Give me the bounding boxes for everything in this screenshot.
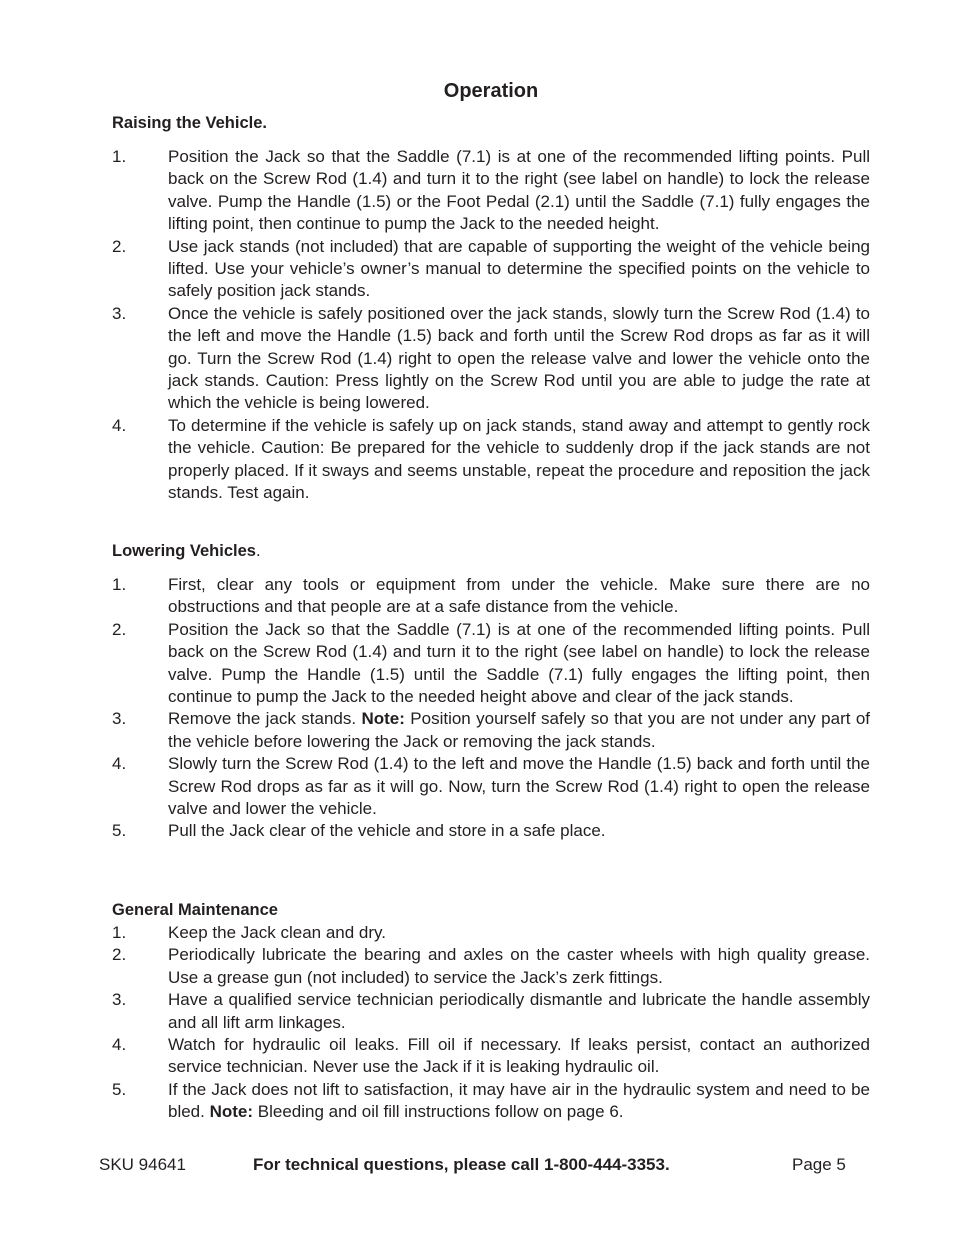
step-text: Have a qualified service technician periodically dismantle and lubricate the handle assembly and all lift arm linkages. <box>168 990 870 1032</box>
footer-page-number: Page 5 <box>792 1155 846 1174</box>
list-item <box>112 753 870 820</box>
list-item <box>112 989 870 1034</box>
raising-steps <box>112 146 870 505</box>
lowering-steps <box>112 574 870 843</box>
step-text-before: If the Jack does not lift to satisfaction, it may have air in the hydraulic system and need to be bled. <box>168 1079 870 1122</box>
note-label: Note: <box>209 1102 254 1122</box>
step-text: Keep the Jack clean and dry. <box>168 923 386 942</box>
list-item <box>112 944 870 989</box>
list-item <box>112 303 870 415</box>
maintenance-section <box>112 899 870 1124</box>
page-title: Operation <box>443 80 539 102</box>
step-text: Slowly turn the Screw Rod (1.4) to the left and move the Handle (1.5) back and forth until the Screw Rod drops as far as it will go. Now, turn the Screw Rod (1.4) right to open the release valve and lower the vehicle. <box>168 754 870 819</box>
list-item <box>112 922 870 944</box>
list-item <box>112 708 870 753</box>
step-number: 3. <box>112 990 127 1010</box>
lowering-heading-text: Lowering Vehicles <box>112 542 256 560</box>
list-item <box>112 574 870 619</box>
list-item <box>112 415 870 505</box>
maintenance-heading: General Maintenance <box>112 901 278 919</box>
step-number: 5. <box>112 821 127 841</box>
step-number: 1. <box>112 923 127 942</box>
step-number: 1. <box>112 575 127 594</box>
step-number: 4. <box>112 415 127 435</box>
footer-sku: SKU 94641 <box>99 1155 186 1174</box>
step-text: First, clear any tools or equipment from under the vehicle. Make sure there are no obstructions and that people are at a safe distance from the vehicle. <box>168 575 870 617</box>
list-item <box>112 619 870 709</box>
list-item <box>112 146 870 236</box>
step-number: 4. <box>112 1035 127 1055</box>
step-number: 1. <box>112 147 127 166</box>
step-text-after: Bleeding and oil fill instructions follow on page 6. <box>253 1102 624 1122</box>
list-item <box>112 1034 870 1079</box>
step-text: Use jack stands (not included) that are capable of supporting the weight of the vehicle being lifted. Use your vehicle’s owner’s manual to determine the specified points on the vehicle to safely position jack stands. <box>168 236 870 301</box>
raising-section <box>112 112 870 505</box>
step-text-before: Remove the jack stands. <box>168 709 362 729</box>
lowering-heading-period: . <box>255 542 261 560</box>
step-text: Once the vehicle is safely positioned over the jack stands, slowly turn the Screw Rod (1.4) to the left and move the Handle (1.5) back and forth until the Screw Rod drops as far as it will go. Turn the Screw Rod (1.4) right to open the release valve and lower the vehicle onto the jack stands. Caution: Press lightly on the Screw Rod until you are able to judge the rate at which the vehicle is being lowered. <box>168 303 870 413</box>
step-text: To determine if the vehicle is safely up on jack stands, stand away and attempt to gently rock the vehicle. Caution: Be prepared for the vehicle to suddenly drop if the jack stands are not properly placed. If it sways and seems unstable, repeat the procedure and reposition the jack stands. Test again. <box>168 415 870 503</box>
step-number: 3. <box>112 303 127 323</box>
raising-heading: Raising the Vehicle. <box>112 114 267 132</box>
footer-tech-support: For technical questions, please call 1-800-444-3353. <box>253 1155 670 1174</box>
step-number: 2. <box>112 945 127 965</box>
lowering-section <box>112 540 870 843</box>
step-text: Position the Jack so that the Saddle (7.1) is at one of the recommended lifting points. Pull back on the Screw Rod (1.4) and turn it to the right (see label on handle) to lock the release valve. Pump the Handle (1.5) or the Foot Pedal (2.1) until the Saddle (7.1) fully engages the lifting point, then continue to pump the Jack to the needed height. <box>168 147 870 234</box>
step-number: 2. <box>112 619 127 639</box>
lowering-heading <box>112 540 870 562</box>
step-text: Pull the Jack clear of the vehicle and store in a safe place. <box>168 821 606 841</box>
step-number: 3. <box>112 709 127 729</box>
step-number: 5. <box>112 1079 127 1099</box>
step-text: Position the Jack so that the Saddle (7.1) is at one of the recommended lifting points. Pull back on the Screw Rod (1.4) and turn it to the right (see label on handle) to lock the release valve. Pump the Handle (1.5) until the Saddle (7.1) fully engages the lifting point, then continue to pump the Jack to the needed height above and clear of the jack stands. <box>168 619 870 707</box>
step-text: Watch for hydraulic oil leaks. Fill oil if necessary. If leaks persist, contact an authorized service technician. Never use the Jack if it is leaking hydraulic oil. <box>168 1035 870 1077</box>
step-number: 2. <box>112 236 127 256</box>
step-text: Periodically lubricate the bearing and axles on the caster wheels with high quality grease. Use a grease gun (not included) to service the Jack’s zerk fittings. <box>168 945 870 987</box>
maintenance-steps <box>112 922 870 1124</box>
note-label: Note: <box>361 709 405 729</box>
list-item <box>112 236 870 303</box>
step-number: 4. <box>112 754 127 774</box>
list-item <box>112 820 870 842</box>
list-item <box>112 1079 870 1124</box>
step-text-after: Position yourself safely so that you are not under any part of the vehicle before lowering the Jack or removing the jack stands. <box>168 709 871 751</box>
